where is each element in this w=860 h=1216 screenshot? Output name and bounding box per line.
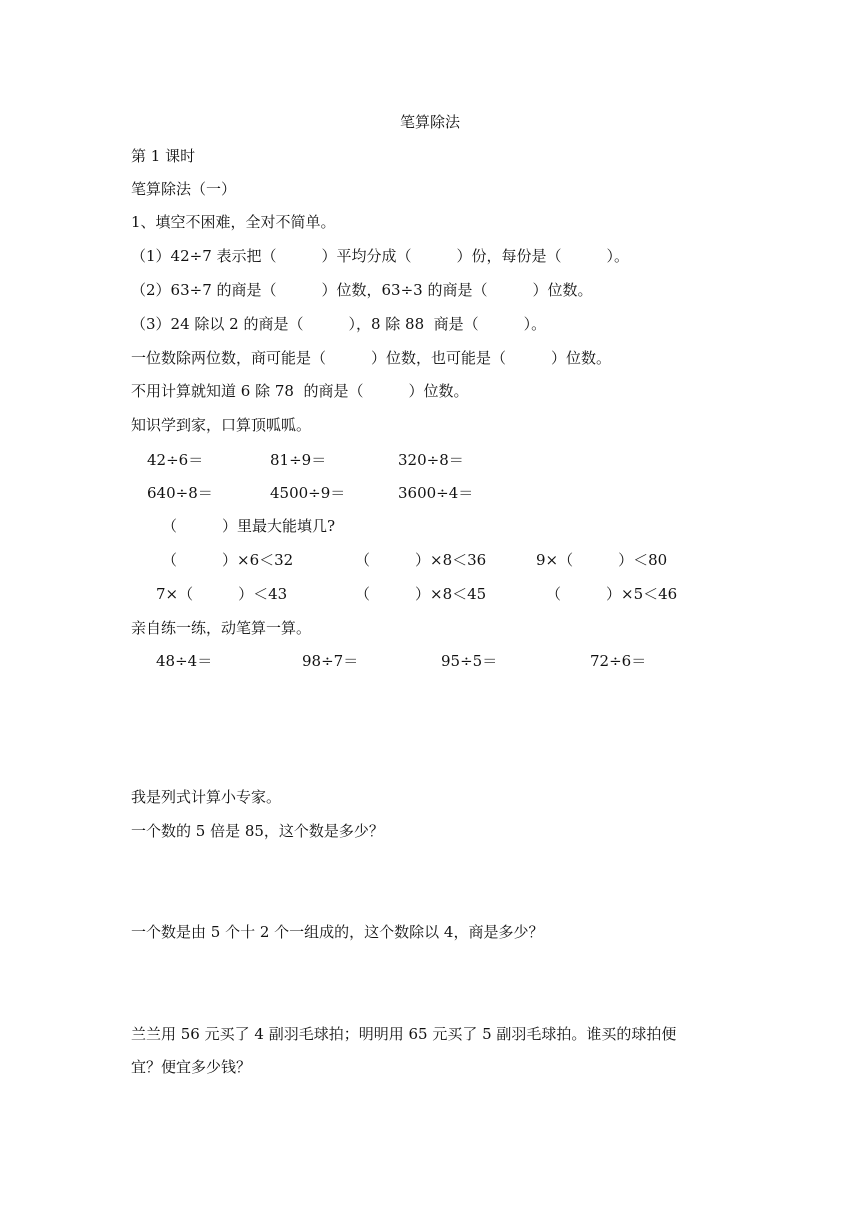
fill-item: （ ）×8＜36 (355, 551, 487, 569)
oral-item: 42÷6＝ (147, 451, 204, 469)
practice-item: 95÷5＝ (441, 652, 498, 670)
fill-item: （ ）×6＜32 (162, 551, 294, 569)
oral-heading: 知识学到家，口算顶呱呱。 (131, 416, 312, 434)
question-2: （2）63÷7 的商是（ ）位数，63÷3 的商是（ ）位数。 (131, 281, 593, 299)
question-5: 不用计算就知道 6 除 78 的商是（ ）位数。 (131, 382, 469, 400)
oral-item: 320÷8＝ (398, 451, 464, 469)
word-heading: 我是列式计算小专家。 (131, 788, 282, 806)
word-problem-3-line2: 宜？便宜多少钱？ (131, 1058, 252, 1076)
fill-item: 7×（ ）＜43 (156, 585, 288, 603)
practice-item: 98÷7＝ (302, 652, 359, 670)
fill-item: （ ）×5＜46 (546, 585, 678, 603)
question-4: 一位数除两位数，商可能是（ ）位数，也可能是（ ）位数。 (131, 349, 612, 367)
question-3: （3）24 除以 2 的商是（ ），8 除 88 商是（ ）。 (131, 315, 547, 333)
word-problem-1: 一个数的 5 倍是 85，这个数是多少？ (131, 822, 384, 840)
oral-item: 4500÷9＝ (270, 484, 346, 502)
oral-item: 81÷9＝ (270, 451, 327, 469)
fill-heading: （ ）里最大能填几? (162, 517, 336, 535)
practice-item: 48÷4＝ (156, 652, 213, 670)
practice-heading: 亲自练一练，动笔算一算。 (131, 619, 312, 637)
section1-heading: 1、填空不困难，全对不简单。 (131, 213, 336, 231)
oral-item: 3600÷4＝ (398, 484, 474, 502)
question-1: （1）42÷7 表示把（ ）平均分成（ ）份，每份是（ ）。 (131, 247, 630, 265)
fill-item: 9×（ ）＜80 (536, 551, 668, 569)
word-problem-3-line1: 兰兰用 56 元买了 4 副羽毛球拍；明明用 65 元买了 5 副羽毛球拍。谁买的球拍便 (131, 1025, 677, 1043)
subtitle: 笔算除法（一） (131, 180, 237, 198)
fill-item: （ ）×8＜45 (355, 585, 487, 603)
lesson-label: 第 1 课时 (131, 147, 196, 165)
word-problem-2: 一个数是由 5 个十 2 个一组成的，这个数除以 4，商是多少？ (131, 923, 544, 941)
oral-item: 640÷8＝ (147, 484, 213, 502)
document-title: 笔算除法 (399, 113, 460, 131)
practice-item: 72÷6＝ (590, 652, 647, 670)
